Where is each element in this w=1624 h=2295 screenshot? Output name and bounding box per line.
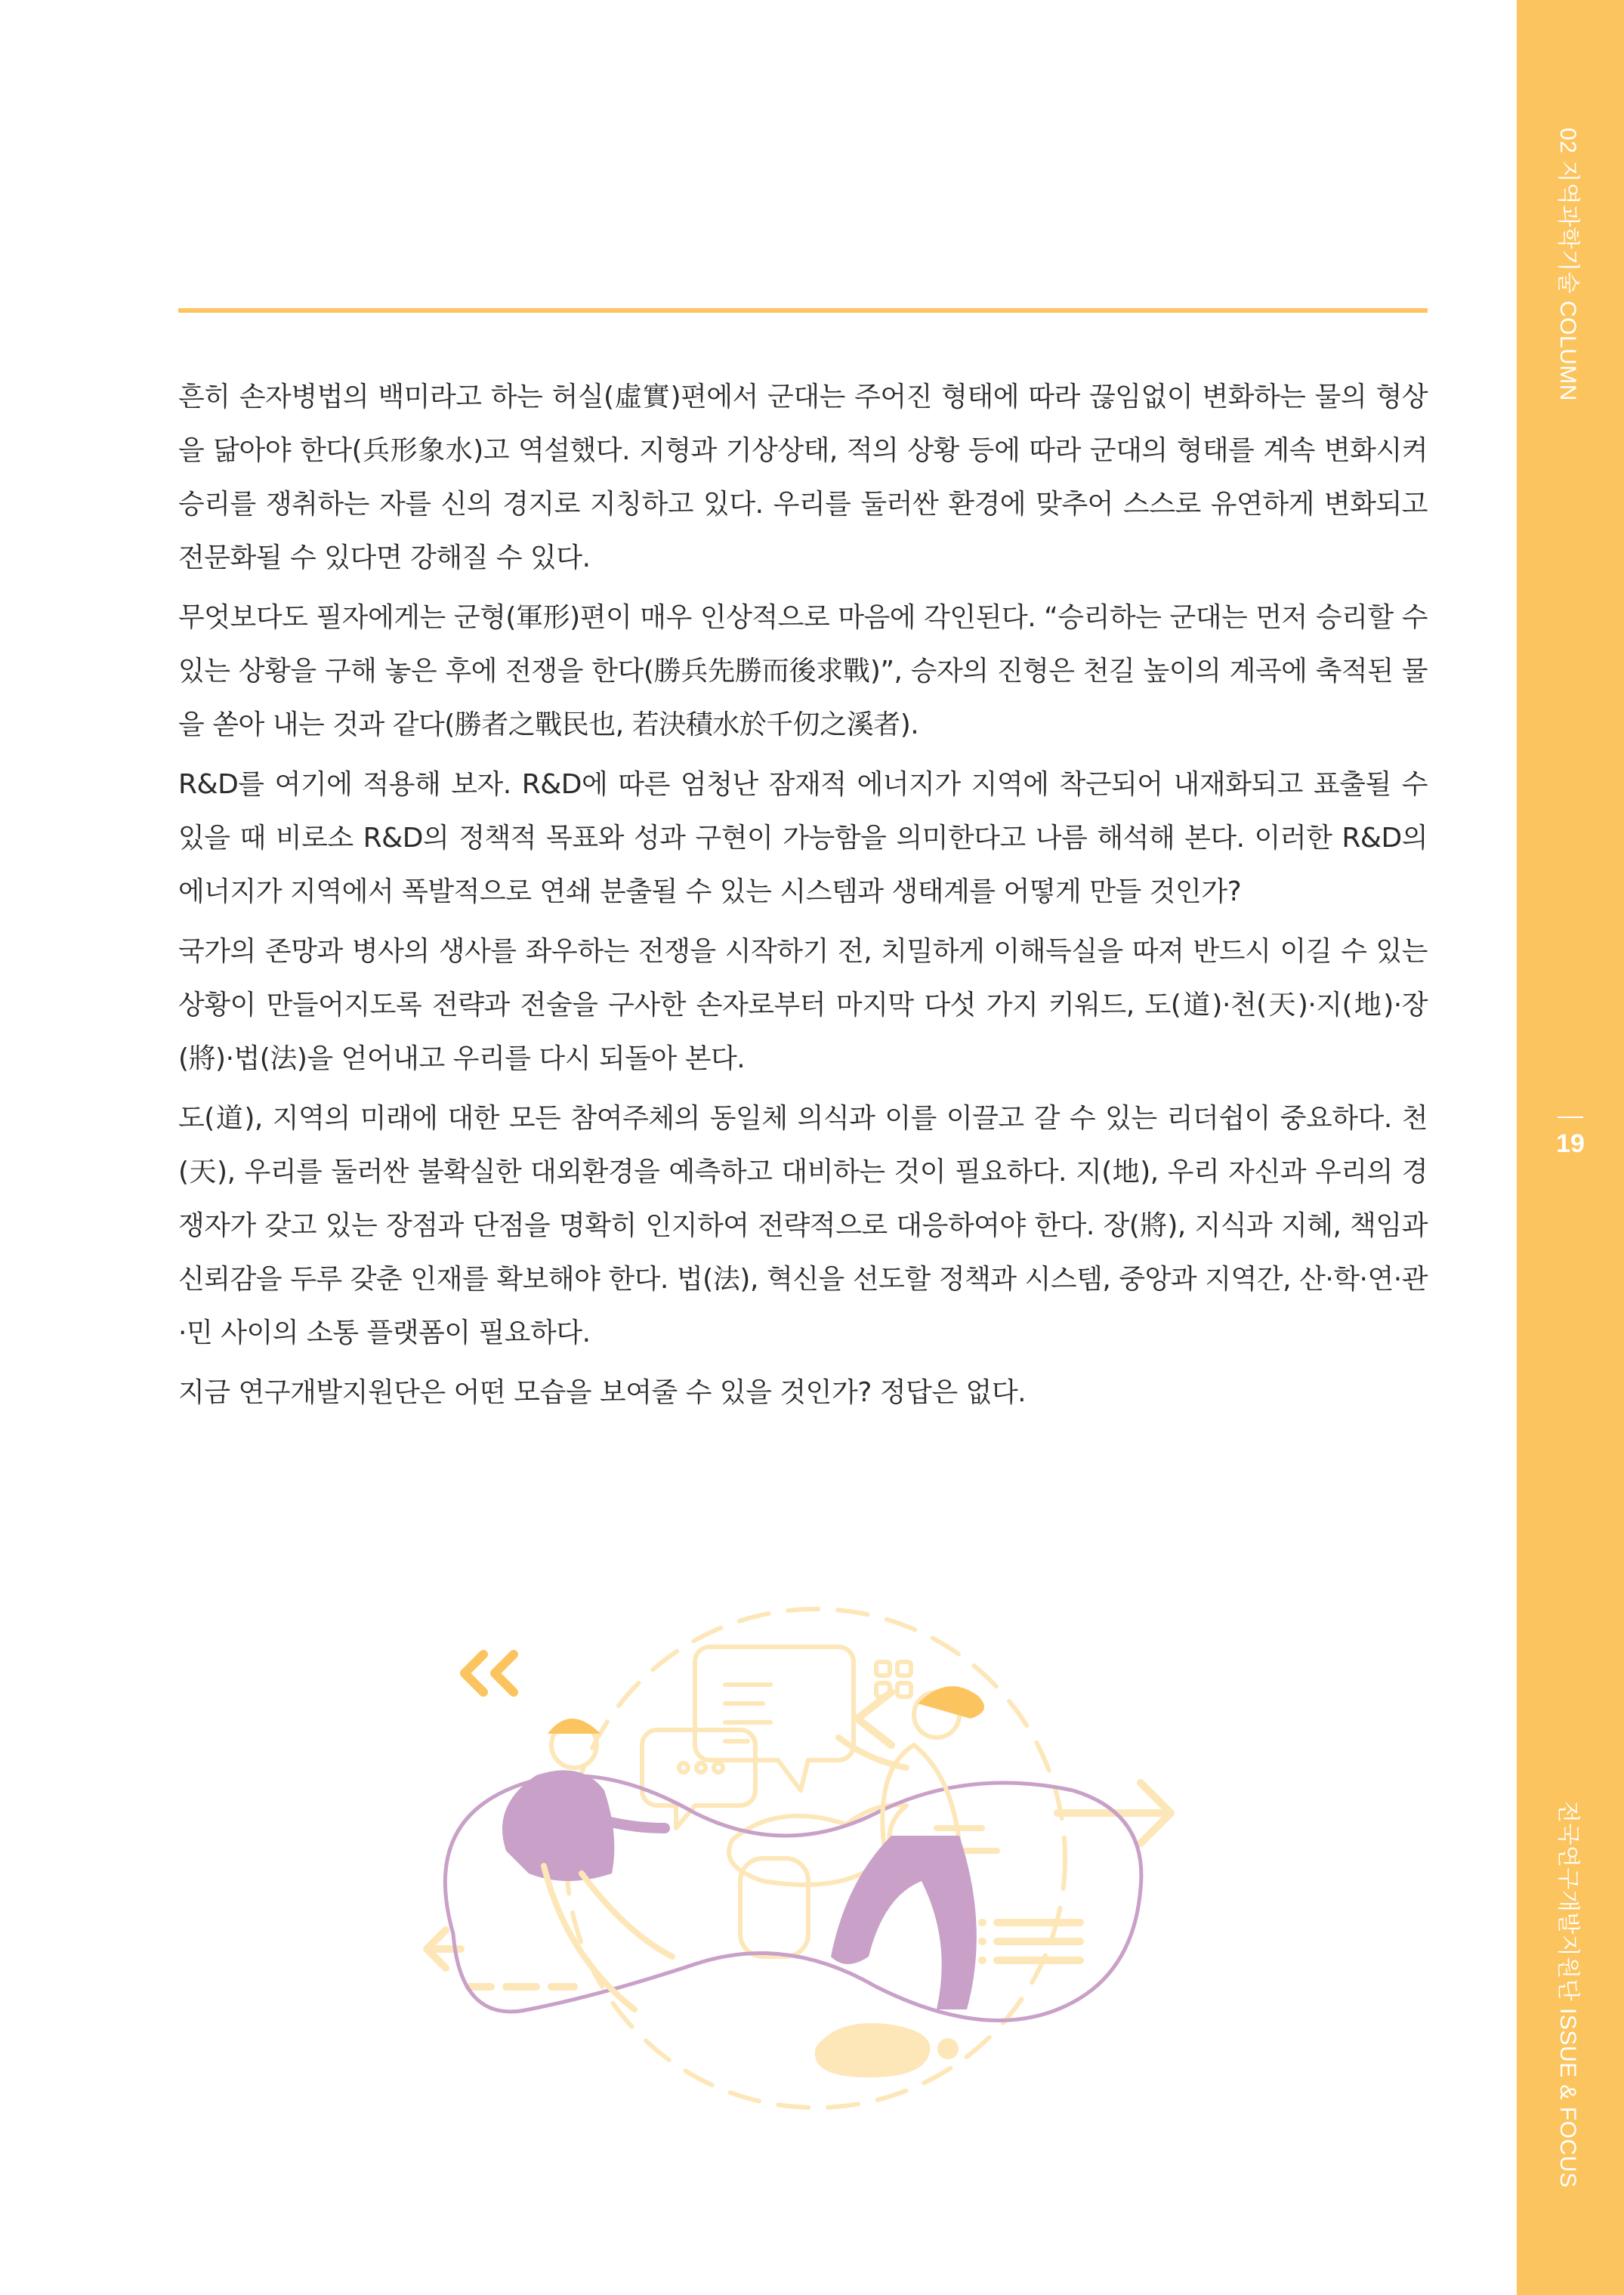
article-paragraph: 도(道), 지역의 미래에 대한 모든 참여주체의 동일체 의식과 이를 이끌고 갈 수 있는 리더쉽이 중요하다. 천(天), 우리를 둘러싼 불확실한 대외환경을 예측하고 대비하는 것이 필요하다. 지(地), 우리 자신과 우리의 경쟁자가 갖고 있는 장점과 단점을 명확히 인지하여 전략적으로 대응하여야 한다. 장(將), 지식과 지혜, 책임과 신뢰감을 두루 갖춘 인재를 확보해야 한다. 법(法), 혁신을 선도할 정책과 시스템, 중앙과 지역간, 산·학·연·관·민 사이의 소통 플랫폼이 필요하다. (178, 1103, 1428, 1348)
person-left-icon (502, 1719, 672, 2009)
article-paragraph: 국가의 존망과 병사의 생사를 좌우하는 전쟁을 시작하기 전, 치밀하게 이해득실을 따져 반드시 이길 수 있는 상황이 만들어지도록 전략과 전술을 구사한 손자로부터 마지막 다섯 가지 키워드, 도(道)·천(天)·지(地)·장(將)·법(法)을 얻어내고 우리를 다시 되돌아 본다. (178, 936, 1428, 1074)
article-body (178, 370, 1428, 1425)
people-talking-illustration (393, 1541, 1224, 2115)
page-number-divider (1558, 1117, 1583, 1118)
arrow-left-icon (857, 1692, 891, 1745)
article-paragraph: R&D를 여기에 적용해 보자. R&D에 따른 엄청난 잠재적 에너지가 지역에 착근되어 내재화되고 표출될 수 있을 때 비로소 R&D의 정책적 목표와 성과 구현이 가능함을 의미한다고 나름 해석해 본다. 이러한 R&D의 에너지가 지역에서 폭발적으로 연쇄 분출될 수 있는 시스템과 생태계를 어떻게 만들 것인가? (178, 769, 1428, 907)
dashed-circle (567, 1609, 1065, 2108)
header-rule (178, 308, 1428, 313)
article-paragraph: 흔히 손자병법의 백미라고 하는 허실(虛實)편에서 군대는 주어진 형태에 따라 끊임없이 변화하는 물의 형상을 닮아야 한다(兵形象水)고 역설했다. 지형과 기상상태, 적의 상황 등에 따라 군대의 형태를 계속 변화시켜 승리를 쟁취하는 자를 신의 경지로 지칭하고 있다. 우리를 둘러싼 환경에 맞추어 스스로 유연하게 변화되고 전문화될 수 있다면 강해질 수 있다. (178, 381, 1428, 573)
list-icon (982, 1923, 1080, 1960)
article-paragraph: 지금 연구개발지원단은 어떤 모습을 보여줄 수 있을 것인가? 정답은 없다. (178, 1377, 1027, 1408)
page-number: 19 (1556, 1129, 1585, 1158)
article-paragraph: 무엇보다도 필자에게는 군형(軍形)편이 매우 인상적으로 마음에 각인된다. “승리하는 군대는 먼저 승리할 수 있는 상황을 구해 놓은 후에 전쟁을 한다(勝兵先勝而後求戰)”, 승자의 진형은 천길 높이의 계곡에 축적된 물을 쏟아 내는 것과 같다(勝者之戰民也, 若決積水於千仞之溪者). (178, 602, 1428, 740)
section-label: 02 지역과학기술 COLUMN (1555, 128, 1580, 401)
speech-bubble-icon (695, 1647, 854, 1790)
blob-shape (815, 2023, 931, 2077)
chevron-left-icon (465, 1654, 514, 1692)
publication-label: 전국연구개발지원단 ISSUE & FOCUS (1555, 1800, 1580, 2188)
